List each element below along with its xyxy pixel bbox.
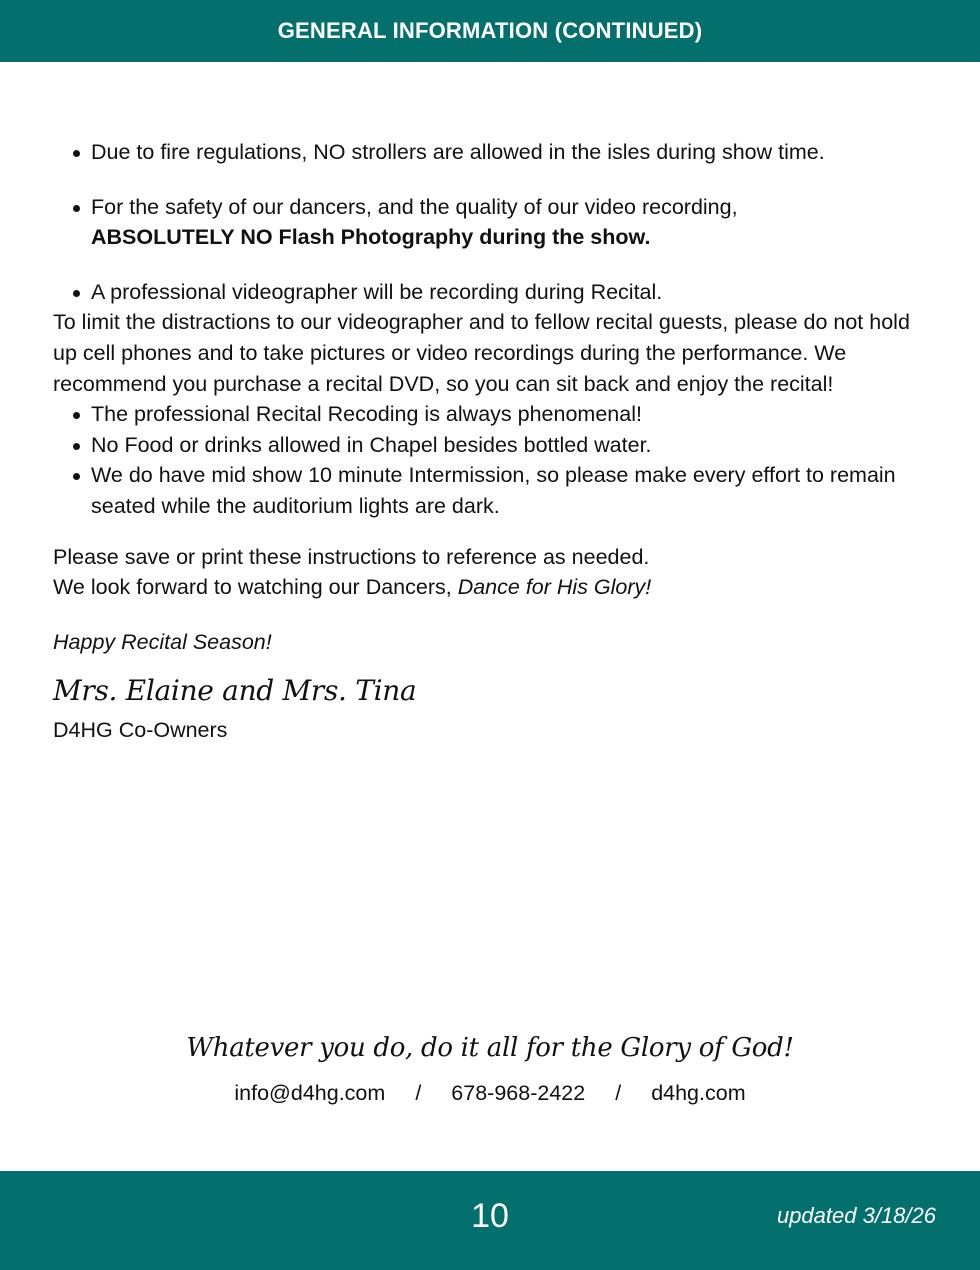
contact-line — [0, 1078, 980, 1108]
signature-role: D4HG Co-Owners — [53, 718, 228, 743]
closing-line-2 — [53, 572, 933, 603]
rules-list-3 — [53, 277, 933, 308]
website-link[interactable]: d4hg.com — [651, 1081, 746, 1105]
motto: Whatever you do, do it all for the Glory of God! — [186, 1033, 794, 1063]
flash-rule-emphasis: ABSOLUTELY NO Flash Photography during the show. — [91, 225, 651, 250]
greeting-text: Happy Recital Season! — [53, 629, 272, 654]
content-body — [53, 137, 933, 746]
page-number: 10 — [471, 1197, 509, 1235]
phone-link[interactable]: 678-968-2422 — [451, 1081, 586, 1105]
closing-line-1: Please save or print these instructions to reference as needed. — [53, 544, 650, 569]
rules-list-2 — [53, 192, 933, 253]
list-item-strollers: Due to fire regulations, NO strollers are allowed in the isles during show time. — [53, 137, 933, 168]
flash-rule-text: For the safety of our dancers, and the quality of our video recording, — [91, 194, 738, 219]
page-title: GENERAL INFORMATION (CONTINUED) — [277, 18, 703, 43]
greeting — [53, 627, 933, 658]
closing-line-2-text: We look forward to watching our Dancers, — [53, 575, 458, 600]
list-item-videographer: A professional videographer will be recording during Recital. — [53, 277, 933, 308]
page-footer-bar — [0, 1171, 980, 1270]
closing-line-2-italic: Dance for His Glory! — [457, 575, 652, 600]
updated-date: updated 3/18/26 — [776, 1203, 936, 1228]
footer-contact — [0, 1028, 980, 1108]
videographer-paragraph: To limit the distractions to our videographer and to fellow recital guests, please do not hold up cell phones and to take pictures or video recordings during the performance. We recommend you purchase a recital DVD, so you can sit back and enjoy the recital! — [53, 310, 910, 396]
separator: / — [615, 1081, 622, 1105]
list-item-flash — [53, 192, 933, 253]
list-item-recording: The professional Recital Recoding is always phenomenal! — [53, 399, 933, 430]
rules-list-1 — [53, 137, 933, 168]
signature: Mrs. Elaine and Mrs. Tina — [53, 674, 417, 708]
separator: / — [415, 1081, 422, 1105]
rules-list-4 — [53, 399, 933, 521]
list-item-food: No Food or drinks allowed in Chapel besides bottled water. — [53, 430, 933, 461]
email-link[interactable]: info@d4hg.com — [234, 1081, 386, 1105]
list-item-intermission: We do have mid show 10 minute Intermission, so please make every effort to remain seated while the auditorium lights are dark. — [53, 460, 933, 521]
page-header — [0, 0, 980, 62]
